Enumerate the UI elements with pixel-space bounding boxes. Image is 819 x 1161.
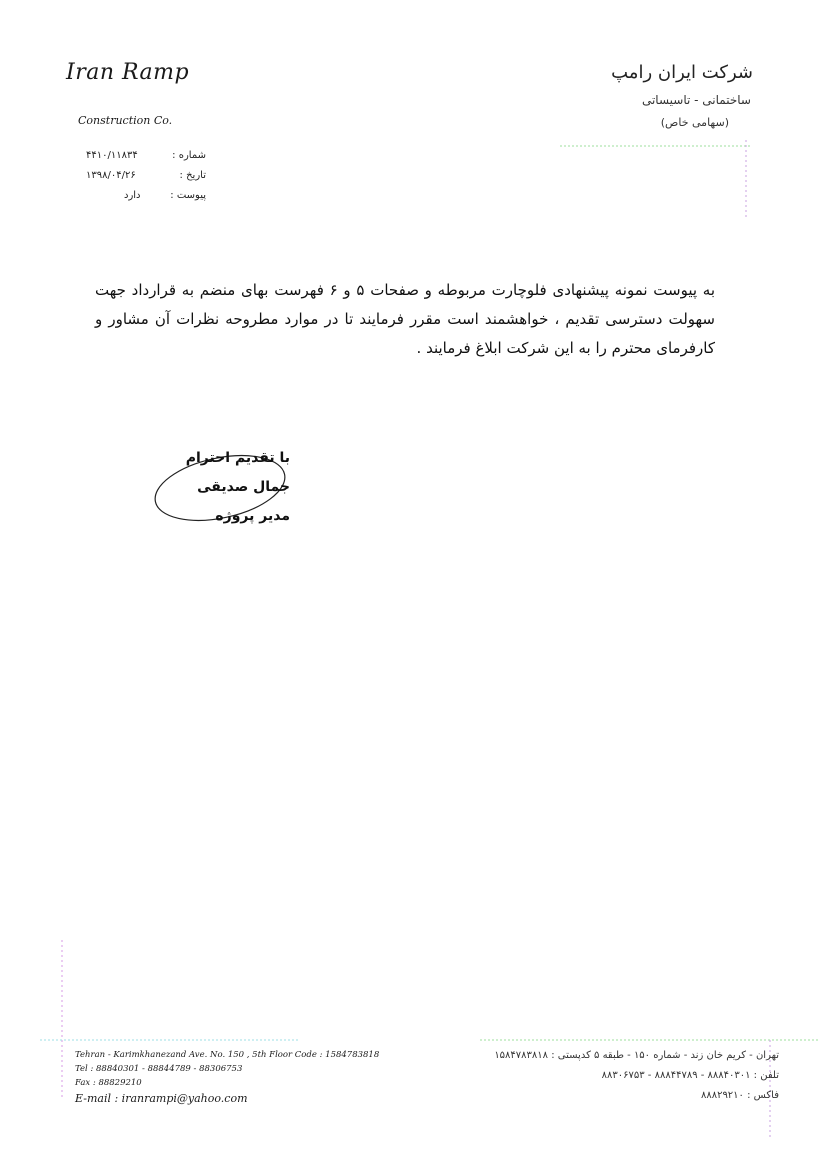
- footer-fax-fa: فاکس : ۸۸۸۲۹۲۱۰: [700, 1090, 779, 1101]
- letter-meta: [86, 150, 216, 210]
- signature-title: مدیر پروژه: [215, 508, 290, 524]
- letter-attachment: دارد: [124, 190, 141, 201]
- letter-date-label: تاریخ :: [179, 170, 206, 181]
- footer-address-fa: تهران - کریم خان زند - شماره ۱۵۰ - طبقه ۵ کدپستی : ۱۵۸۴۷۸۳۸۱۸: [494, 1050, 779, 1061]
- footer-decorative-line: [40, 940, 819, 1140]
- footer-tel-fa: تلفن : ۸۸۸۴۰۳۰۱ - ۸۸۸۴۴۷۸۹ - ۸۸۳۰۶۷۵۳: [601, 1070, 779, 1081]
- meta-number-row: [86, 150, 216, 170]
- letter-date: ۱۳۹۸/۰۴/۲۶: [86, 170, 136, 181]
- signature-name: جمال صدیقی: [197, 479, 290, 495]
- letter-attachment-label: پیوست :: [170, 190, 206, 201]
- company-type-fa: (سهامی خاص): [660, 116, 729, 129]
- company-subtitle-en: Construction Co.: [78, 114, 173, 127]
- signature-block: [150, 444, 290, 531]
- footer-fax-en: Fax : 88829210: [75, 1078, 142, 1088]
- meta-date-row: [86, 170, 216, 190]
- footer-address-en: Tehran - Karimkhanezand Ave. No. 150 , 5th Floor Code : 1584783818: [75, 1050, 380, 1060]
- letter-body: به پیوست نمونه پیشنهادی فلوچارت مربوطه و صفحات ۵ و ۶ فهرست بهای منضم به قرارداد جهت سهولت دسترسی تقدیم ، خواهشمند است مقرر فرمایند تا در موارد مطروحه نظرات آن مشاور و کارفرمای محترم را به این شرکت ابلاغ فرمایند .: [95, 281, 715, 357]
- company-name-en: Iran Ramp: [66, 60, 190, 85]
- footer-tel-en: Tel : 88840301 - 88844789 - 88306753: [75, 1064, 243, 1074]
- header-decorative-line: [560, 140, 760, 220]
- footer-contact-fa: [459, 1046, 779, 1106]
- company-name-fa: شرکت ایران رامپ: [611, 62, 753, 83]
- letter-number-label: شماره :: [172, 150, 206, 161]
- signature-closing: با تقدیم احترام: [185, 450, 290, 466]
- letter-number: ۴۴۱۰/۱۱۸۳۴: [86, 150, 138, 161]
- footer-contact-en: [75, 1048, 379, 1106]
- footer-email-en: E-mail : iranrampi@yahoo.com: [75, 1092, 248, 1105]
- meta-attachment-row: [86, 190, 216, 210]
- company-activity-fa: ساختمانی - تاسیساتی: [641, 93, 751, 107]
